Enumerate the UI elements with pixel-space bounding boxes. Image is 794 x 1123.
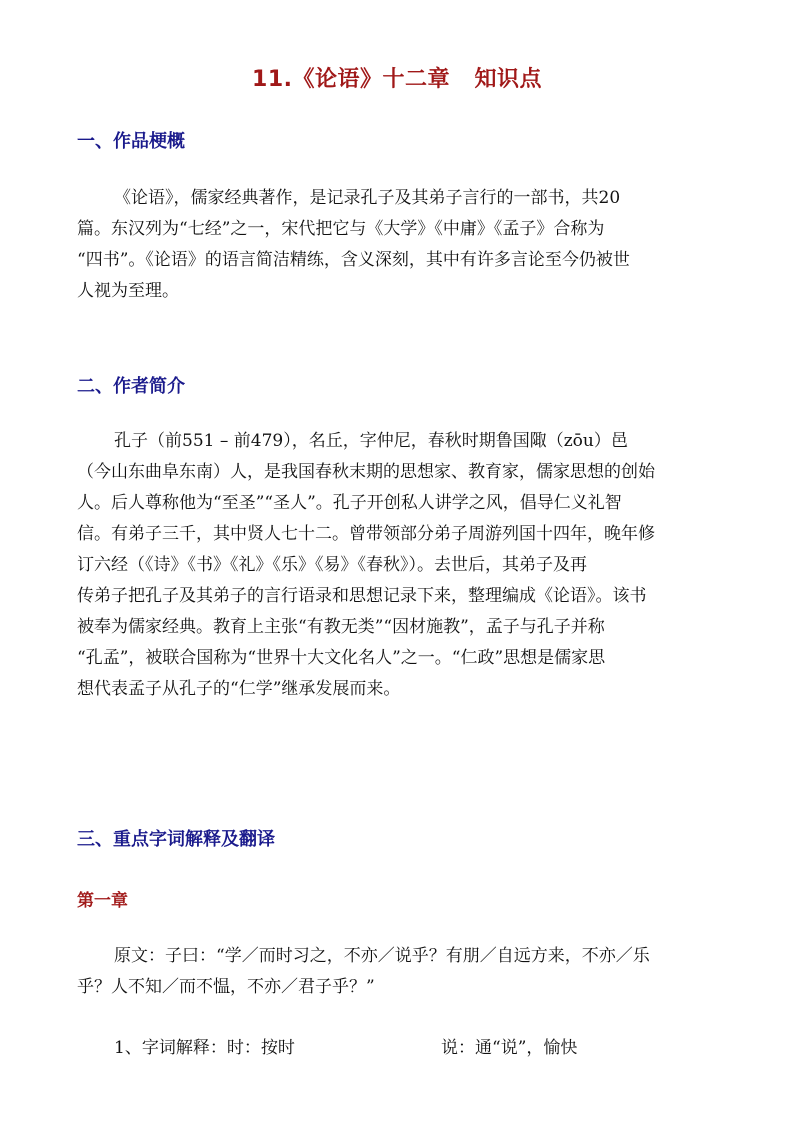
author-line: 人。后人尊称他为“至圣”“圣人”。孔子开创私人讲学之风，倡导仁义礼智	[77, 493, 622, 513]
vocab-right: 说：通“说”，愉快	[441, 1038, 578, 1058]
summary-line: 人视为至理。	[77, 281, 179, 301]
author-line: 传弟子把孔子及其弟子的言行语录和思想记录下来，整理编成《论语》。该书	[77, 586, 647, 606]
author-paragraph	[77, 426, 722, 705]
author-line: 孔子（前551 – 前479），名丘，字仲尼，春秋时期鲁国陬（zōu）邑	[114, 431, 628, 451]
section-heading-keywords: 三、重点字词解释及翻译	[77, 829, 275, 850]
author-line: 订六经（《诗》《书》《礼》《乐》《易》《春秋》）。去世后，其弟子及再	[77, 555, 587, 575]
author-line: 被奉为儒家经典。教育上主张“有教无类”“因材施教”，孟子与孔子并称	[77, 617, 605, 637]
author-line: （今山东曲阜东南）人，是我国春秋末期的思想家、教育家，儒家思想的创始	[77, 462, 655, 482]
author-line: “孔孟”，被联合国称为“世界十大文化名人”之一。“仁政”思想是儒家思	[77, 648, 606, 668]
original-line: 原文：子曰：“学／而时习之，不亦／说乎？有朋／自远方来，不亦／乐	[114, 946, 650, 966]
original-line: 乎？人不知／而不愠，不亦／君子乎？”	[77, 977, 375, 997]
summary-line: “四书”。《论语》的语言简洁精练，含义深刻，其中有许多言论至今仍被世	[77, 250, 630, 270]
chapter-heading: 第一章	[77, 891, 128, 911]
author-line: 信。有弟子三千，其中贤人七十二。曾带领部分弟子周游列国十四年，晚年修	[77, 524, 655, 544]
summary-line: 《论语》，儒家经典著作，是记录孔子及其弟子言行的一部书，共20	[114, 188, 621, 208]
vocab-row	[114, 1033, 578, 1064]
page-title: 11.《论语》十二章 知识点	[252, 67, 542, 92]
vocab-left: 1、字词解释：时：按时	[114, 1038, 295, 1058]
chapter1-original	[77, 941, 722, 1003]
summary-paragraph	[77, 183, 722, 307]
section-heading-author: 二、作者简介	[77, 376, 185, 397]
section-heading-summary: 一、作品梗概	[77, 131, 185, 152]
summary-line: 篇。东汉列为“七经”之一，宋代把它与《大学》《中庸》《孟子》合称为	[77, 219, 605, 239]
author-line: 想代表孟子从孔子的“仁学”继承发展而来。	[77, 679, 401, 699]
